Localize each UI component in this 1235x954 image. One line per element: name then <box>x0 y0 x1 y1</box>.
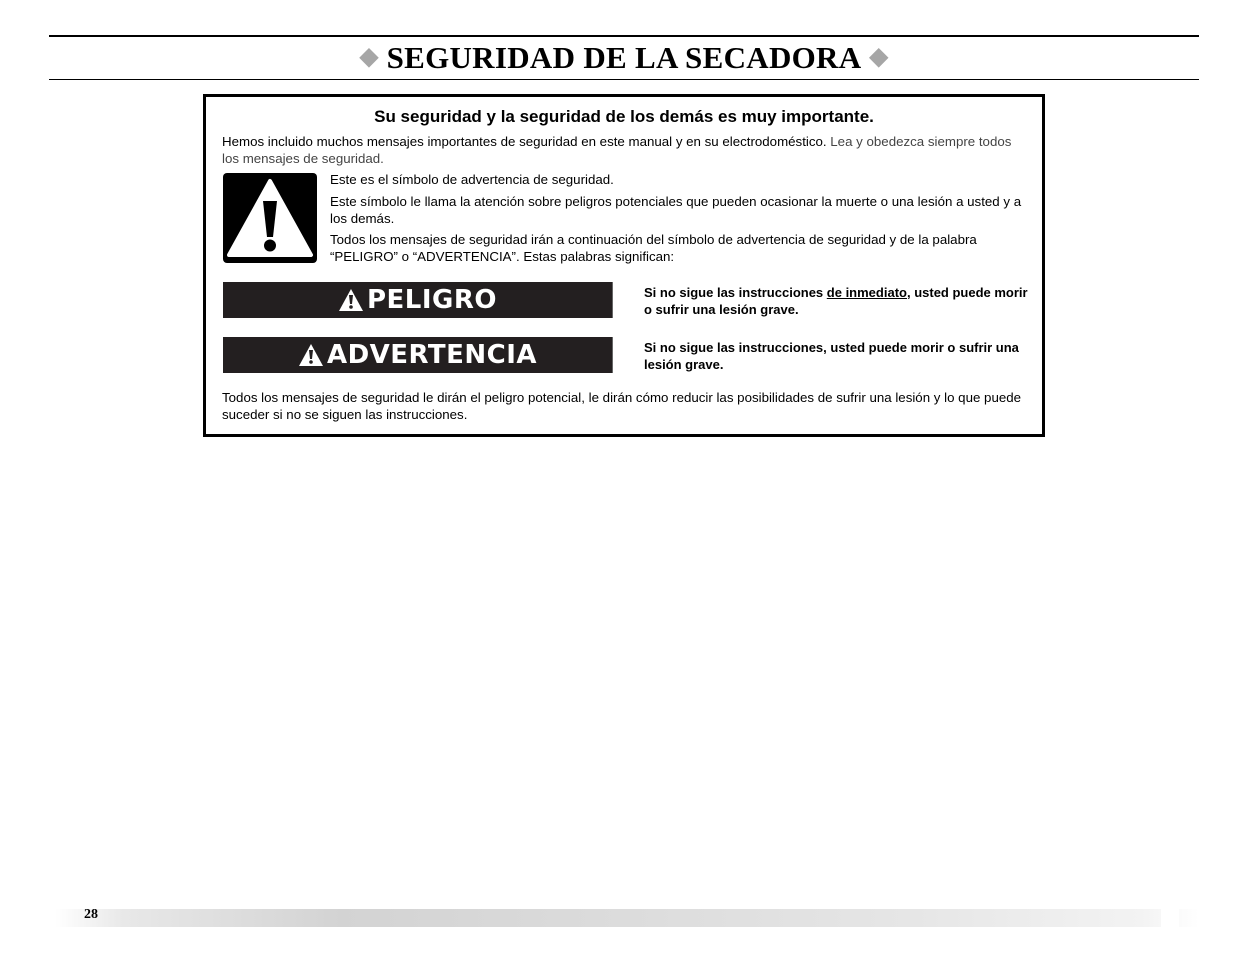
intro-emphasis: Lea y obedezca siempre todos los mensajes de seguridad. <box>222 134 1012 166</box>
meaning-text: Si no sigue las instrucciones, usted puede morir o sufrir una lesión grave. <box>644 340 1019 372</box>
signal-label-peligro: PELIGRO <box>366 285 498 315</box>
symbol-line-2: Este símbolo le llama la atención sobre peligros potenciales que pueden ocasionar la muerte o una lesión a usted y a los demás. <box>330 194 1022 226</box>
page-title-text: SEGURIDAD DE LA SECADORA <box>386 39 862 75</box>
diamond-ornament-right: ◆ <box>869 44 889 70</box>
signal-word-advertencia <box>223 337 613 373</box>
signal-meaning-peligro <box>644 285 1034 318</box>
meaning-text: Si no sigue las instrucciones <box>644 285 827 300</box>
symbol-line-3: Todos los mensajes de seguridad irán a continuación del símbolo de advertencia de seguridad y de la palabra “PELIGRO” o “ADVERTENCIA”. Estas palabras significan: <box>330 232 977 264</box>
header-bottom-rule <box>49 79 1199 80</box>
warning-triangle-icon <box>338 288 364 312</box>
signal-word-peligro <box>223 282 613 318</box>
intro-text: Hemos incluido muchos mensajes importantes de seguridad en este manual y en su electrodoméstico. <box>222 134 831 149</box>
footer-bar <box>55 909 1199 927</box>
intro-paragraph <box>222 133 1032 167</box>
symbol-line-1: Este es el símbolo de advertencia de seguridad. <box>330 172 614 187</box>
safety-notice-box <box>203 94 1045 437</box>
signal-meaning-advertencia <box>644 340 1034 373</box>
meaning-underlined: de inmediato <box>826 285 907 300</box>
meaning-text: , usted puede morir o sufrir una lesión grave. <box>644 285 1028 317</box>
warning-triangle-icon <box>298 343 324 367</box>
page-number: 28 <box>84 907 98 922</box>
diamond-ornament-left: ◆ <box>359 44 379 70</box>
closing-paragraph: Todos los mensajes de seguridad le dirán el peligro potencial, le dirán cómo reducir las posibilidades de sufrir una lesión y lo que puede suceder si no se siguen las instrucciones. <box>222 390 1022 422</box>
safety-alert-triangle-icon <box>223 173 317 263</box>
safety-heading: Su seguridad y la seguridad de los demás es muy importante. <box>374 107 874 126</box>
signal-label-advertencia: ADVERTENCIA <box>326 340 538 370</box>
page-title <box>49 36 1199 79</box>
footer-bar-gap <box>1161 909 1179 927</box>
